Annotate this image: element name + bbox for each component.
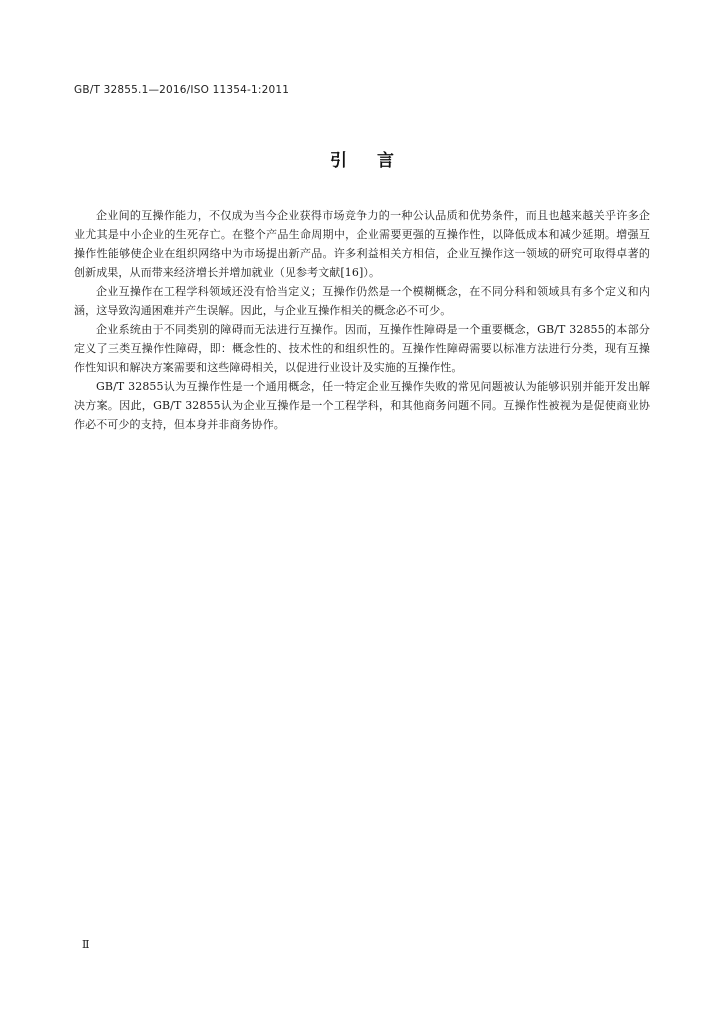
section-title: 引言 [330, 151, 424, 171]
paragraph: 企业互操作在工程学科领域还没有恰当定义；互操作仍然是一个模糊概念，在不同分科和领域具有多个定义和内涵，这导致沟通困难并产生误解。因此，与企业互操作相关的概念必不可少。 [74, 285, 650, 317]
page-number: Ⅱ [82, 938, 90, 951]
paragraph: 企业间的互操作能力，不仅成为当今企业获得市场竞争力的一种公认品质和优势条件，而且也越来越关乎许多企业尤其是中小企业的生死存亡。在整个产品生命周期中，企业需要更强的互操作性，以降低成本和减少延期。增强互操作性能够使企业在组织网络中为市场提出新产品。许多利益相关方相信，企业互操作这一领域的研究可取得卓著的创新成果，从而带来经济增长并增加就业（见参考文献[16]）。 [74, 209, 650, 279]
paragraph: GB/T 32855认为互操作性是一个通用概念，任一特定企业互操作失败的常见问题被认为能够识别并能开发出解决方案。因此，GB/T 32855认为企业互操作是一个工程学科，和其他商务问题不同。互操作性被视为是促使商业协作必不可少的支持，但本身并非商务协作。 [74, 380, 650, 431]
body-text [74, 206, 650, 434]
paragraph: 企业系统由于不同类别的障碍而无法进行互操作。因而，互操作性障碍是一个重要概念，GB/T 32855的本部分定义了三类互操作性障碍，即：概念性的、技术性的和组织性的。互操作性障碍需要以标准方法进行分类，现有互操作性知识和解决方案需要和这些障碍相关，以促进行业设计及实施的互操作性。 [74, 323, 650, 374]
standard-code-header: GB/T 32855.1—2016/ISO 11354-1:2011 [74, 84, 290, 96]
